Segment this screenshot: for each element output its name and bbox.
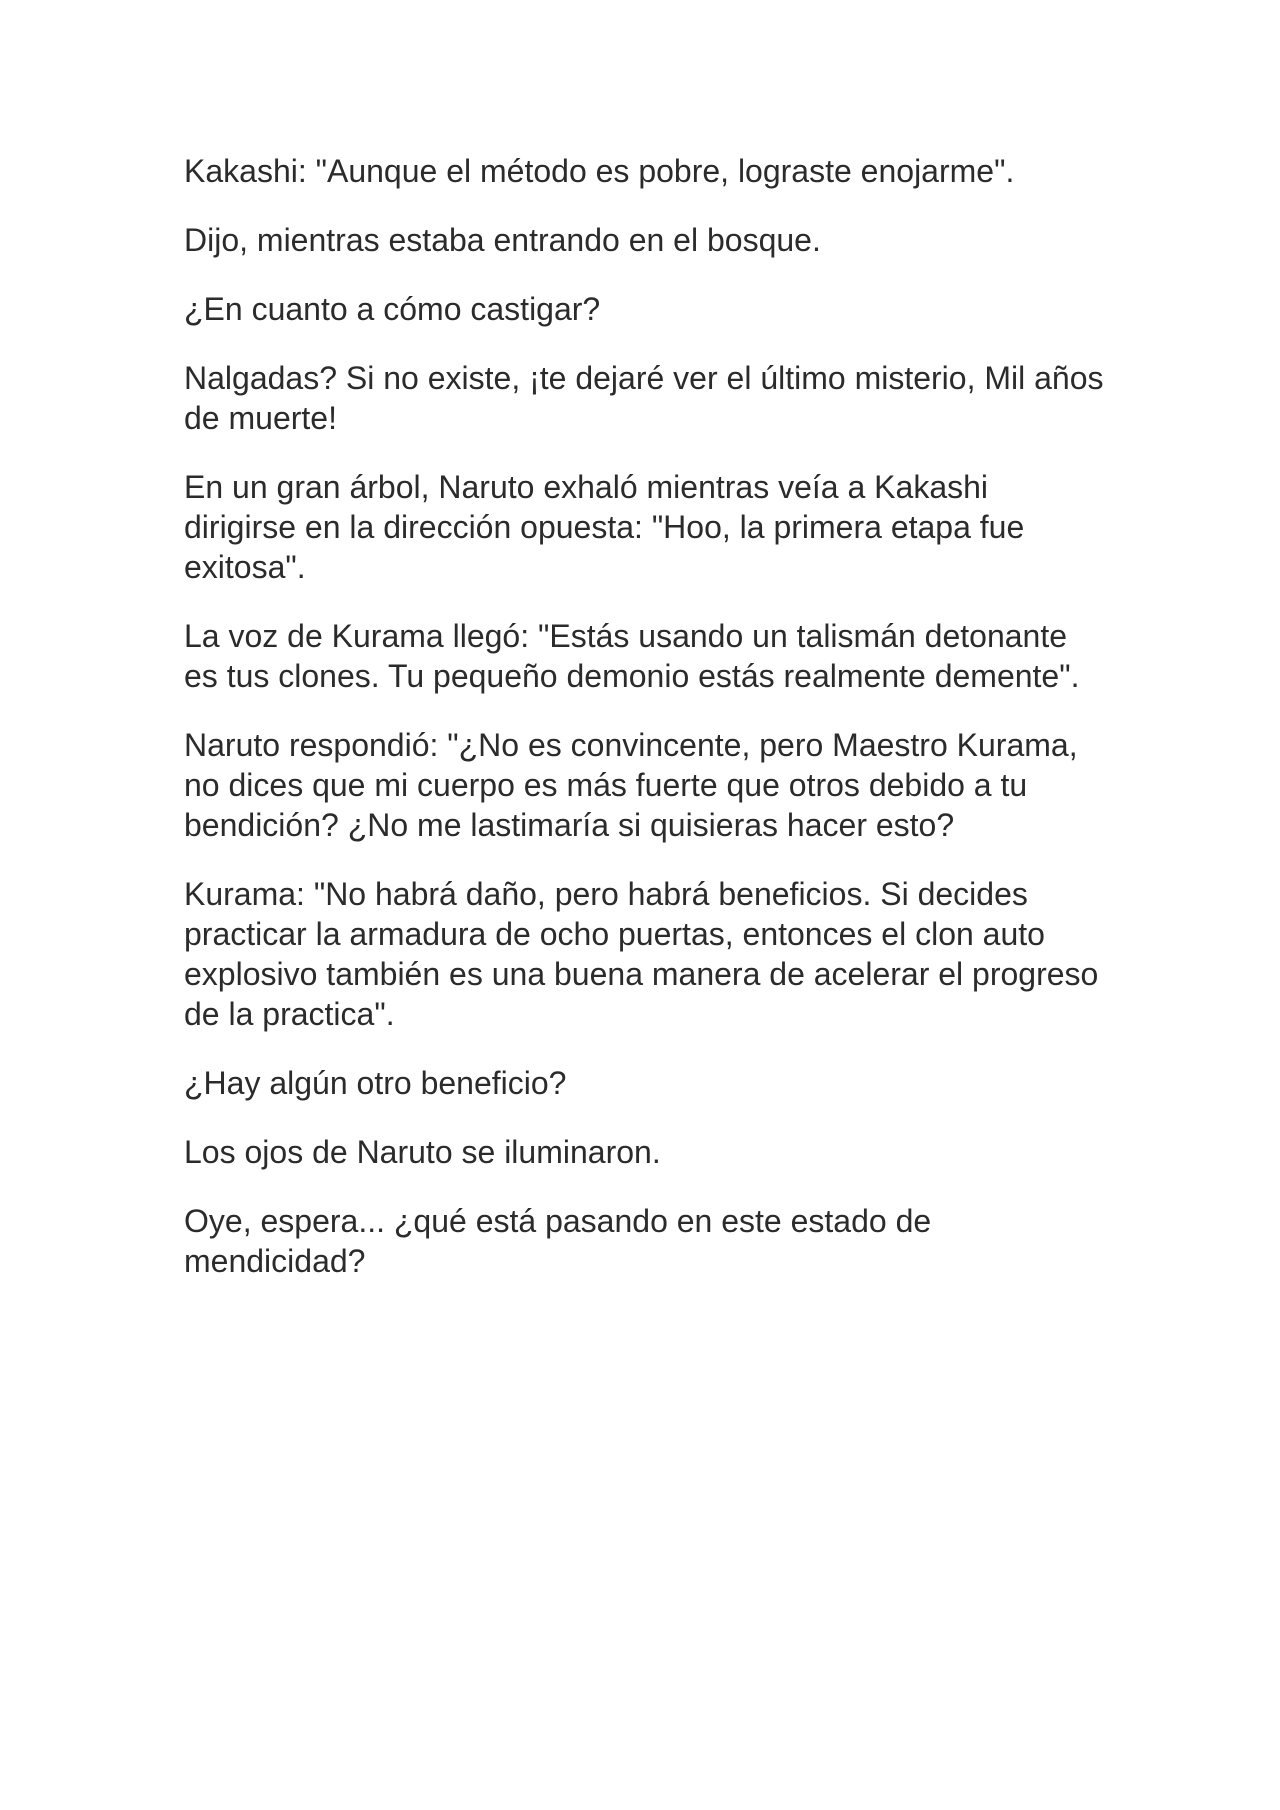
paragraph-8: Kurama: "No habrá daño, pero habrá beneficios. Si decides practicar la armadura de ocho puertas, entonces el clon auto explosivo también es una buena manera de acelerar el progreso de la practica". xyxy=(184,876,1099,1032)
paragraph-6: La voz de Kurama llegó: "Estás usando un talismán detonante es tus clones. Tu pequeño demonio estás realmente demente". xyxy=(184,618,1080,694)
paragraph-2: Dijo, mientras estaba entrando en el bosque. xyxy=(184,222,821,258)
paragraph-10: Los ojos de Naruto se iluminaron. xyxy=(184,1134,661,1170)
paragraph-11: Oye, espera... ¿qué está pasando en este estado de mendicidad? xyxy=(184,1203,932,1279)
paragraph-5: En un gran árbol, Naruto exhaló mientras veía a Kakashi dirigirse en la dirección opuesta: "Hoo, la primera etapa fue exitosa". xyxy=(184,469,1025,585)
paragraph-1: Kakashi: "Aunque el método es pobre, lograste enojarme". xyxy=(184,153,1015,189)
document-body xyxy=(184,151,1104,1310)
paragraph-7: Naruto respondió: "¿No es convincente, pero Maestro Kurama, no dices que mi cuerpo es más fuerte que otros debido a tu bendición? ¿No me lastimaría si quisieras hacer esto? xyxy=(184,727,1078,843)
paragraph-3: ¿En cuanto a cómo castigar? xyxy=(184,291,601,327)
paragraph-4: Nalgadas? Si no existe, ¡te dejaré ver el último misterio, Mil años de muerte! xyxy=(184,360,1104,436)
paragraph-9: ¿Hay algún otro beneficio? xyxy=(184,1065,567,1101)
